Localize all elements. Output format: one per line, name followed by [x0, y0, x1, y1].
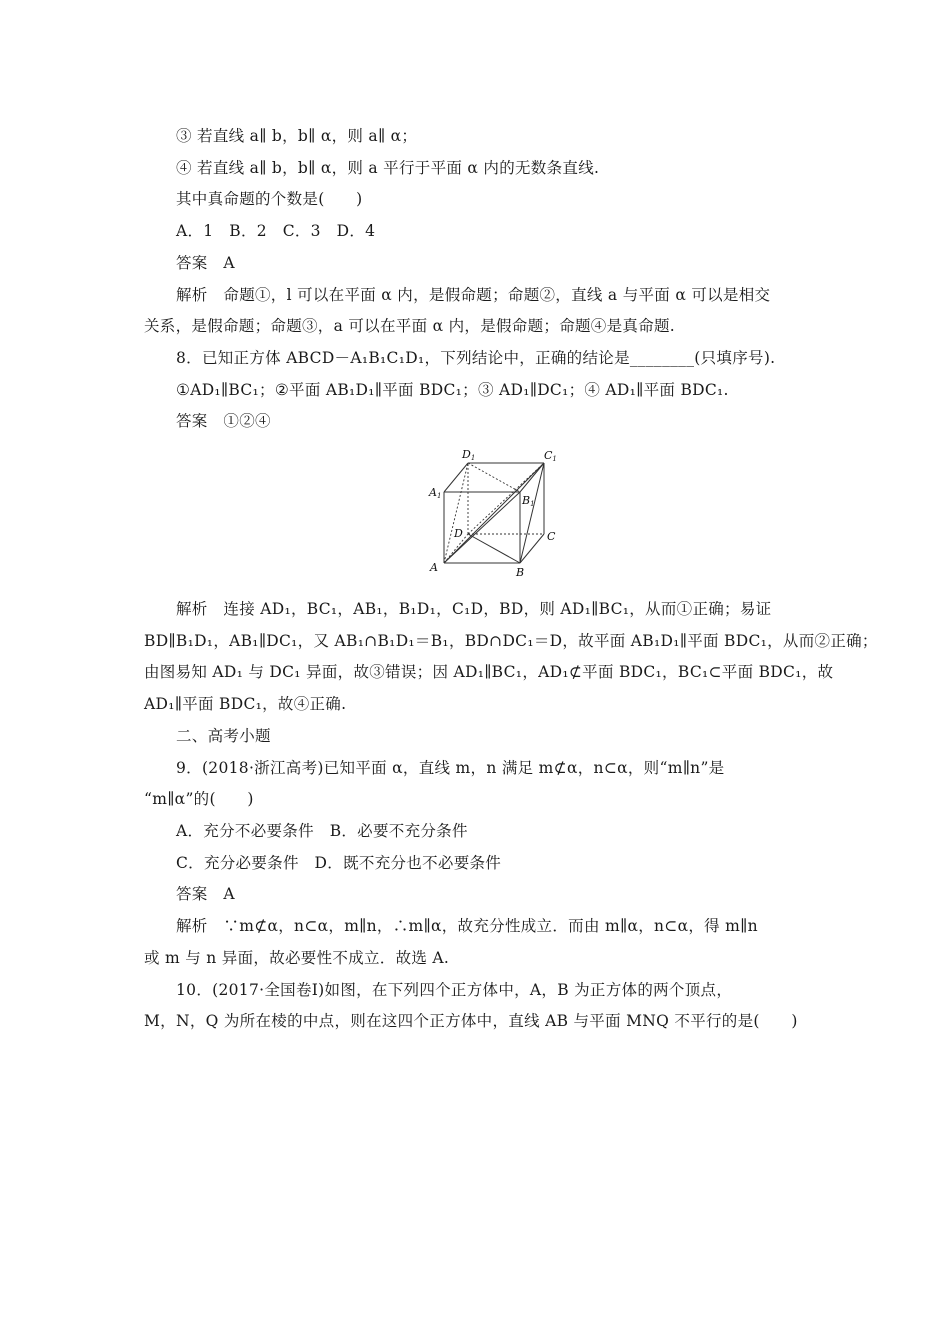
- hidden-diag-D1B1: [468, 463, 520, 492]
- q7-options: A．1 B．2 C．3 D．4: [176, 222, 376, 240]
- q9-stem-line-2: “m∥α”的( ): [144, 790, 254, 808]
- q8-items: ①AD₁∥BC₁；②平面 AB₁D₁∥平面 BDC₁；③ AD₁∥DC₁；④ AD₁∥平面 BDC₁.: [176, 381, 729, 399]
- q9-options-ab: A．充分不必要条件 B．必要不充分条件: [176, 822, 468, 840]
- label-A: A: [430, 561, 438, 574]
- q9-analysis-line-1: 解析 ∵m⊄α，n⊂α，m∥n，∴m∥α，故充分性成立．而由 m∥α，n⊂α，得 m∥n: [176, 917, 758, 935]
- diag-DB: [468, 534, 520, 563]
- label-B: B: [516, 566, 525, 579]
- q8-analysis-line-2: BD∥B₁D₁，AB₁∥DC₁，又 AB₁∩B₁D₁＝B₁，BD∩DC₁＝D，故平面 AB₁D₁∥平面 BDC₁，从而②正确；: [144, 632, 878, 650]
- proposition-3: ③ 若直线 a∥ b，b∥ α，则 a∥ α；: [176, 127, 418, 145]
- q8-analysis-line-3: 由图易知 AD₁ 与 DC₁ 异面，故③错误；因 AD₁∥BC₁，AD₁⊄平面 BDC₁，BC₁⊂平面 BDC₁，故: [144, 663, 834, 681]
- label-B1: B1: [522, 494, 535, 508]
- q8-analysis-line-1: 解析 连接 AD₁，BC₁，AB₁，B₁D₁，C₁D，BD，则 AD₁∥BC₁，从而①正确；易证: [176, 600, 772, 618]
- q9-options-cd: C．充分必要条件 D．既不充分也不必要条件: [176, 854, 502, 872]
- q9-analysis-line-2: 或 m 与 n 异面，故必要性不成立．故选 A.: [144, 949, 450, 967]
- q7-analysis-line-1: 解析 命题①，l 可以在平面 α 内，是假命题；命题②，直线 a 与平面 α 可以是相交: [176, 286, 771, 304]
- hidden-diag-DC1: [468, 463, 544, 534]
- q7-answer: 答案 A: [176, 254, 235, 272]
- cube-figure: [420, 446, 570, 581]
- section-title: 二、高考小题: [176, 727, 271, 745]
- proposition-4: ④ 若直线 a∥ b，b∥ α，则 a 平行于平面 α 内的无数条直线.: [176, 159, 600, 177]
- q7-analysis-line-2: 关系，是假命题；命题③，a 可以在平面 α 内，是假命题；命题④是真命题.: [144, 317, 676, 335]
- label-D1: D1: [462, 448, 476, 462]
- q9-answer: 答案 A: [176, 885, 235, 903]
- q8-analysis-line-4: AD₁∥平面 BDC₁，故④正确.: [144, 695, 347, 713]
- label-D: D: [454, 527, 463, 540]
- q8-answer: 答案 ①②④: [176, 412, 271, 430]
- q9-stem-line-1: 9．(2018·浙江高考)已知平面 α，直线 m，n 满足 m⊄α，n⊂α，则“m∥n”是: [176, 759, 725, 777]
- cube-diagram: [420, 446, 570, 581]
- label-C: C: [547, 530, 556, 543]
- label-A1: A1: [429, 486, 442, 500]
- label-C1: C1: [544, 449, 557, 463]
- q10-stem-line-2: M，N，Q 为所在棱的中点，则在这四个正方体中，直线 AB 与平面 MNQ 不平行的是( ): [144, 1012, 798, 1030]
- edge-A1D1: [444, 463, 468, 492]
- q7-stem: 其中真命题的个数是( ): [176, 190, 363, 208]
- q8-stem: 8．已知正方体 ABCD－A₁B₁C₁D₁，下列结论中，正确的结论是________(只填序号).: [176, 349, 776, 367]
- q10-stem-line-1: 10．(2017·全国卷Ⅰ)如图，在下列四个正方体中，A，B 为正方体的两个顶点，: [176, 981, 733, 999]
